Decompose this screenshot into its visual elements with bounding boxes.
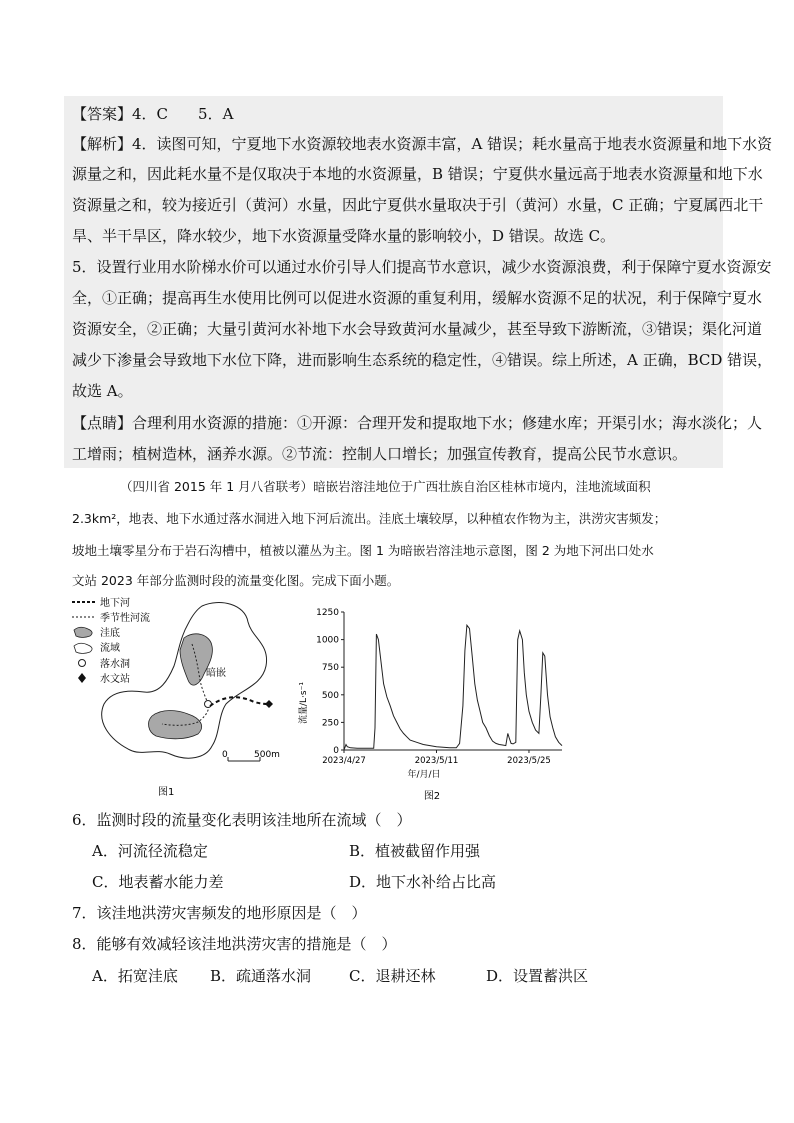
figure-2-flow-chart bbox=[296, 598, 576, 804]
answer-line: 【解析】4．读图可知，宁夏地下水资源较地表水资源丰富，A 错误；耗水量高于地表水资源量和地下水资 bbox=[72, 135, 773, 153]
answer-line: 故选 A。 bbox=[72, 382, 133, 400]
answer-line: 全，①正确；提高再生水使用比例可以促进水资源的重复利用，缓解水资源不足的状况，利于保障宁夏水 bbox=[72, 289, 763, 307]
scale-distance-label: 500m bbox=[254, 750, 280, 760]
source-line: 坡地土壤零星分布于岩石沟槽中，植被以灌丛为主。图 1 为暗嵌岩溶洼地示意图，图 2 为地下河出口处水 bbox=[72, 543, 654, 558]
y-tick-label: 0 bbox=[333, 746, 339, 756]
y-tick-label: 1250 bbox=[316, 608, 339, 618]
tip-line: 【点睛】合理利用水资源的措施：①开源：合理开发和提取地下水；修建水库；开渠引水；海水淡化；人 bbox=[72, 414, 763, 432]
scale-zero-label: 0 bbox=[222, 750, 228, 760]
legend-depression: 洼底 bbox=[100, 628, 120, 639]
lower-depression bbox=[149, 711, 202, 739]
depression-legend-symbol bbox=[74, 627, 92, 637]
y-tick-label: 1000 bbox=[316, 635, 339, 646]
answer-line: 资源安全，②正确；大量引黄河水补地下水会导致黄河水量减少，甚至导致下游断流，③错误；渠化河道 bbox=[72, 320, 763, 338]
legend-basin: 流域 bbox=[100, 643, 120, 654]
q6-option-a[interactable]: A．河流径流稳定 bbox=[92, 842, 208, 860]
answer-line: 5．设置行业用水阶梯水价可以通过水价引导人们提高节水意识，减少水资源浪费，利于保障宁夏水资源安 bbox=[72, 258, 772, 276]
q6-option-c[interactable]: C．地表蓄水能力差 bbox=[92, 873, 224, 891]
place-label-anqian: 暗嵌 bbox=[206, 668, 226, 679]
x-tick-label: 2023/5/11 bbox=[414, 756, 459, 766]
x-tick-label: 2023/5/25 bbox=[507, 756, 551, 766]
q8-option-d[interactable]: D．设置蓄洪区 bbox=[486, 967, 589, 985]
source-line: （四川省 2015 年 1 月八省联考）暗嵌岩溶洼地位于广西壮族自治区桂林市境内，洼地流域面积 bbox=[120, 479, 651, 494]
y-tick-label: 250 bbox=[321, 718, 339, 729]
basin-legend-symbol bbox=[74, 643, 92, 653]
legend-hydrological-station: 水文站 bbox=[100, 674, 130, 685]
question-8: 8．能够有效减轻该洼地洪涝灾害的措施是（ ） bbox=[72, 935, 397, 953]
q8-option-c[interactable]: C．退耕还林 bbox=[349, 967, 436, 985]
sinkhole-legend-symbol bbox=[79, 660, 86, 667]
answer-line: 资源量之和，较为接近引（黄河）水量，因此宁夏供水量取决于引（黄河）水量，C 正确；宁夏属西北干 bbox=[72, 196, 764, 214]
answer-line: 旱、半干旱区，降水较少，地下水资源量受降水量的影响较小，D 错误。故选 C。 bbox=[72, 227, 616, 245]
hydrological-station-symbol bbox=[265, 700, 273, 708]
answer-line: 【答案】4．C 5．A bbox=[72, 105, 234, 123]
tip-line: 工增雨；植树造林，涵养水源。②节流：控制人口增长；加强宣传教育，提高公民节水意识。 bbox=[72, 445, 688, 463]
y-axis-label: 流量/L·s⁻¹ bbox=[299, 682, 309, 724]
legend-underground-river: 地下河 bbox=[100, 598, 130, 609]
source-line: 2.3km²，地表、地下水通过落水洞进入地下河后流出。洼底土壤较厚，以种植农作物为主，洪涝灾害频发； bbox=[72, 511, 667, 526]
figure-1-caption: 图1 bbox=[158, 787, 175, 798]
figure-1-map bbox=[70, 594, 295, 799]
legend-sinkhole: 落水洞 bbox=[100, 659, 130, 670]
q6-option-b[interactable]: B．植被截留作用强 bbox=[349, 842, 481, 860]
q8-option-a[interactable]: A．拓宽洼底 bbox=[92, 967, 178, 985]
question-6: 6．监测时段的流量变化表明该洼地所在流域（ ） bbox=[72, 811, 412, 829]
answer-line: 减少下渗量会导致地下水位下降，进而影响生态系统的稳定性，④错误。综上所述，A 正确，BCD 错误， bbox=[72, 351, 773, 369]
x-tick-label: 2023/4/27 bbox=[322, 756, 366, 766]
hydrological-station-legend-symbol bbox=[78, 673, 86, 683]
legend-seasonal-river: 季节性河流 bbox=[100, 613, 150, 624]
legend bbox=[72, 596, 150, 685]
chart-axes bbox=[344, 612, 562, 750]
q6-option-d[interactable]: D．地下水补给占比高 bbox=[349, 873, 497, 891]
y-tick-label: 750 bbox=[321, 663, 339, 674]
x-axis-label: 年/月/日 bbox=[407, 770, 441, 780]
flow-series-line bbox=[344, 625, 562, 750]
underground-river bbox=[210, 697, 268, 706]
figure-2-caption: 图2 bbox=[423, 791, 441, 802]
source-line: 文站 2023 年部分监测时段的流量变化图。完成下面小题。 bbox=[72, 573, 400, 588]
q8-option-b[interactable]: B．疏通落水洞 bbox=[210, 967, 312, 985]
y-tick-label: 500 bbox=[321, 690, 339, 701]
question-7: 7．该洼地洪涝灾害频发的地形原因是（ ） bbox=[72, 904, 367, 922]
answer-line: 源量之和，因此耗水量不是仅取决于本地的水资源量，B 错误；宁夏供水量远高于地表水资源量和地下水 bbox=[72, 165, 763, 183]
